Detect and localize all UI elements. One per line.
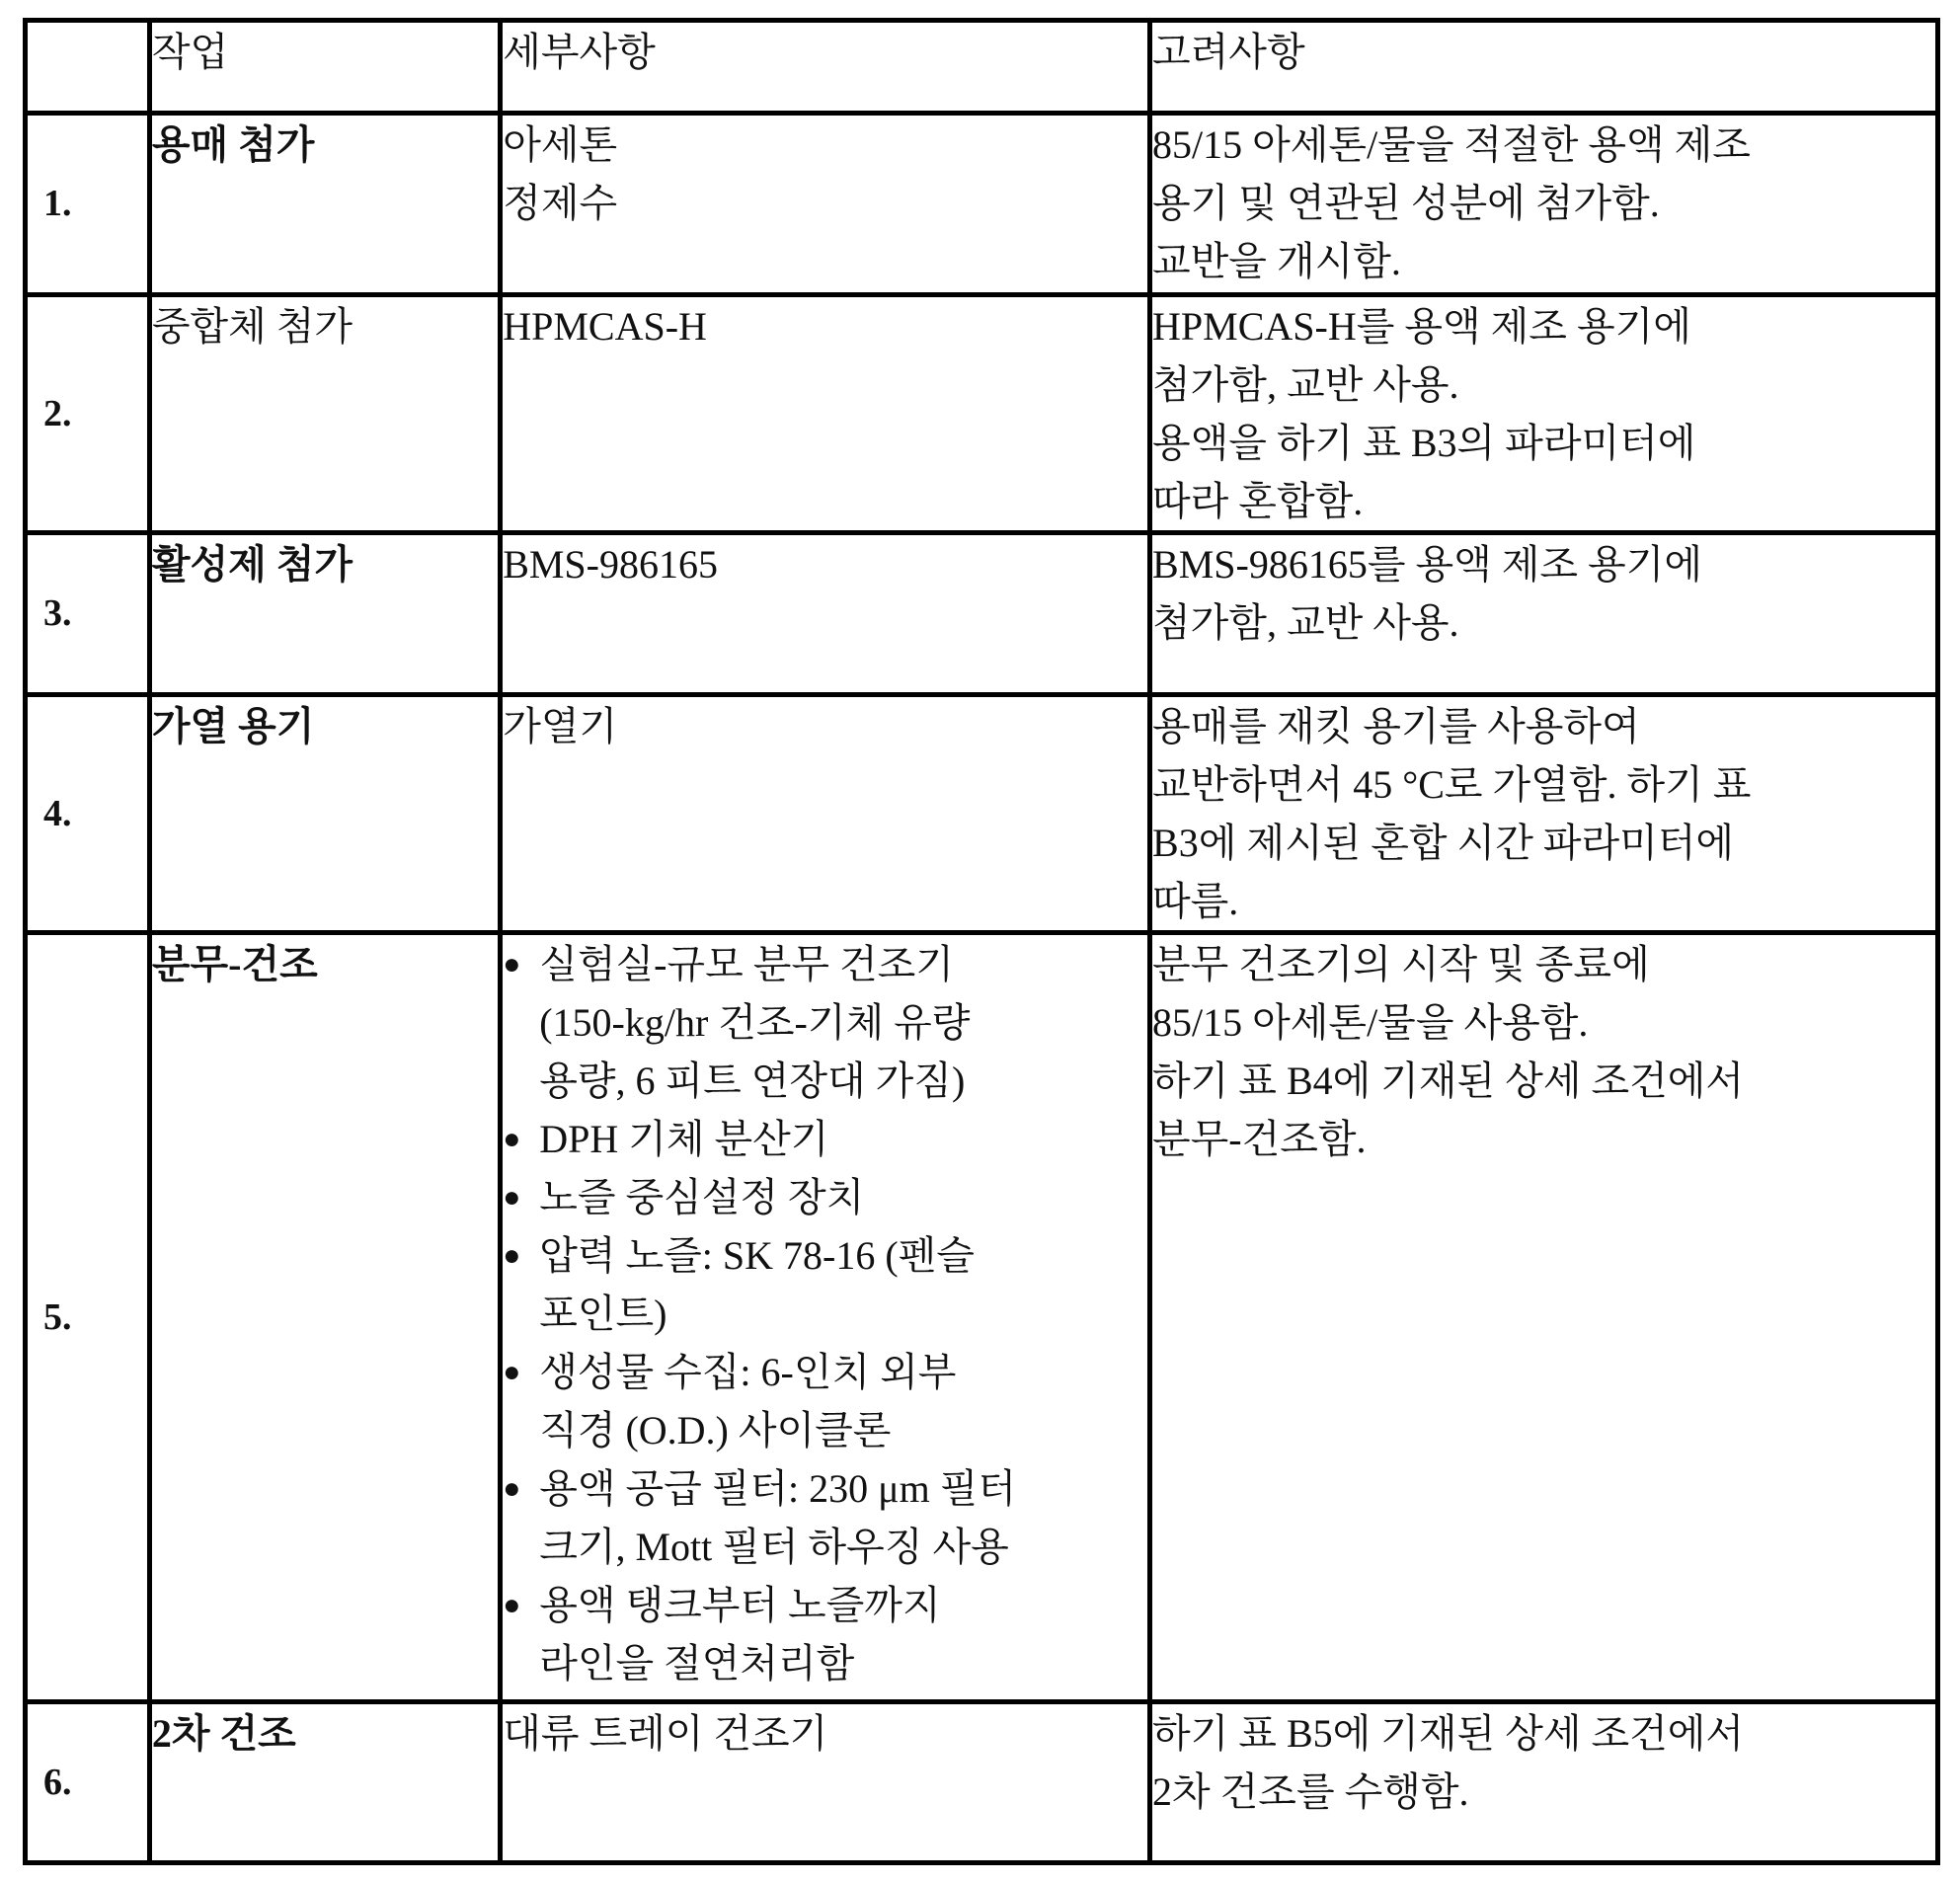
details-cell: 대류 트레이 건조기	[501, 1702, 1150, 1863]
bullet-icon: ●	[503, 1239, 521, 1272]
table-row	[26, 295, 1938, 533]
details-cell: 가열기	[501, 695, 1150, 933]
table-header-row	[26, 21, 1938, 114]
task-cell: 분무-건조	[149, 933, 500, 1702]
list-item: ● 용액 공급 필터: 230 μm 필터 크기, Mott 필터 하우징 사용	[503, 1459, 1147, 1576]
header-number	[26, 21, 150, 114]
list-item: ● 생성물 수집: 6-인치 외부 직경 (O.D.) 사이클론	[503, 1343, 1147, 1459]
details-cell: BMS-986165	[501, 533, 1150, 695]
bullet-icon: ●	[503, 1356, 521, 1388]
considerations-cell: 하기 표 B5에 기재된 상세 조건에서 2차 건조를 수행함.	[1150, 1702, 1938, 1863]
list-item: ● 실험실-규모 분무 건조기 (150-kg/hr 건조-기체 유량 용량, 6 피트 연장대 가짐)	[503, 935, 1147, 1110]
task-cell: 활성제 첨가	[149, 533, 500, 695]
bullet-icon: ●	[503, 948, 521, 981]
step-number: 5.	[26, 933, 150, 1702]
step-number: 6.	[26, 1702, 150, 1863]
list-item: ● 노즐 중심설정 장치	[503, 1168, 1147, 1226]
step-number: 1.	[26, 114, 150, 295]
list-item: ● DPH 기체 분산기	[503, 1110, 1147, 1168]
table-row	[26, 533, 1938, 695]
task-cell: 2차 건조	[149, 1702, 500, 1863]
equipment-bullet-list	[503, 935, 1147, 1692]
task-cell: 용매 첨가	[149, 114, 500, 295]
bullet-icon: ●	[503, 1472, 521, 1505]
header-considerations: 고려사항	[1150, 21, 1938, 114]
table-row	[26, 695, 1938, 933]
considerations-cell: 용매를 재킷 용기를 사용하여 교반하면서 45 °C로 가열함. 하기 표 B3에 제시된 혼합 시간 파라미터에 따름.	[1150, 695, 1938, 933]
process-table	[23, 18, 1940, 1865]
details-cell: HPMCAS-H	[501, 295, 1150, 533]
table-row	[26, 933, 1938, 1702]
list-item: ● 압력 노즐: SK 78-16 (펜슬 포인트)	[503, 1226, 1147, 1343]
bullet-icon: ●	[503, 1181, 521, 1214]
bullet-icon: ●	[503, 1123, 521, 1155]
list-item: ● 용액 탱크부터 노즐까지 라인을 절연처리함	[503, 1576, 1147, 1692]
details-cell	[501, 933, 1150, 1702]
considerations-cell: 분무 건조기의 시작 및 종료에 85/15 아세톤/물을 사용함. 하기 표 B4에 기재된 상세 조건에서 분무-건조함.	[1150, 933, 1938, 1702]
considerations-cell: 85/15 아세톤/물을 적절한 용액 제조 용기 및 연관된 성분에 첨가함. 교반을 개시함.	[1150, 114, 1938, 295]
step-number: 2.	[26, 295, 150, 533]
task-cell: 가열 용기	[149, 695, 500, 933]
bullet-icon: ●	[503, 1589, 521, 1621]
table-row	[26, 1702, 1938, 1863]
details-cell: 아세톤 정제수	[501, 114, 1150, 295]
considerations-cell: HPMCAS-H를 용액 제조 용기에 첨가함, 교반 사용. 용액을 하기 표 B3의 파라미터에 따라 혼합함.	[1150, 295, 1938, 533]
step-number: 3.	[26, 533, 150, 695]
considerations-cell: BMS-986165를 용액 제조 용기에 첨가함, 교반 사용.	[1150, 533, 1938, 695]
task-cell: 중합체 첨가	[149, 295, 500, 533]
header-task: 작업	[149, 21, 500, 114]
header-details: 세부사항	[501, 21, 1150, 114]
step-number: 4.	[26, 695, 150, 933]
table-row	[26, 114, 1938, 295]
